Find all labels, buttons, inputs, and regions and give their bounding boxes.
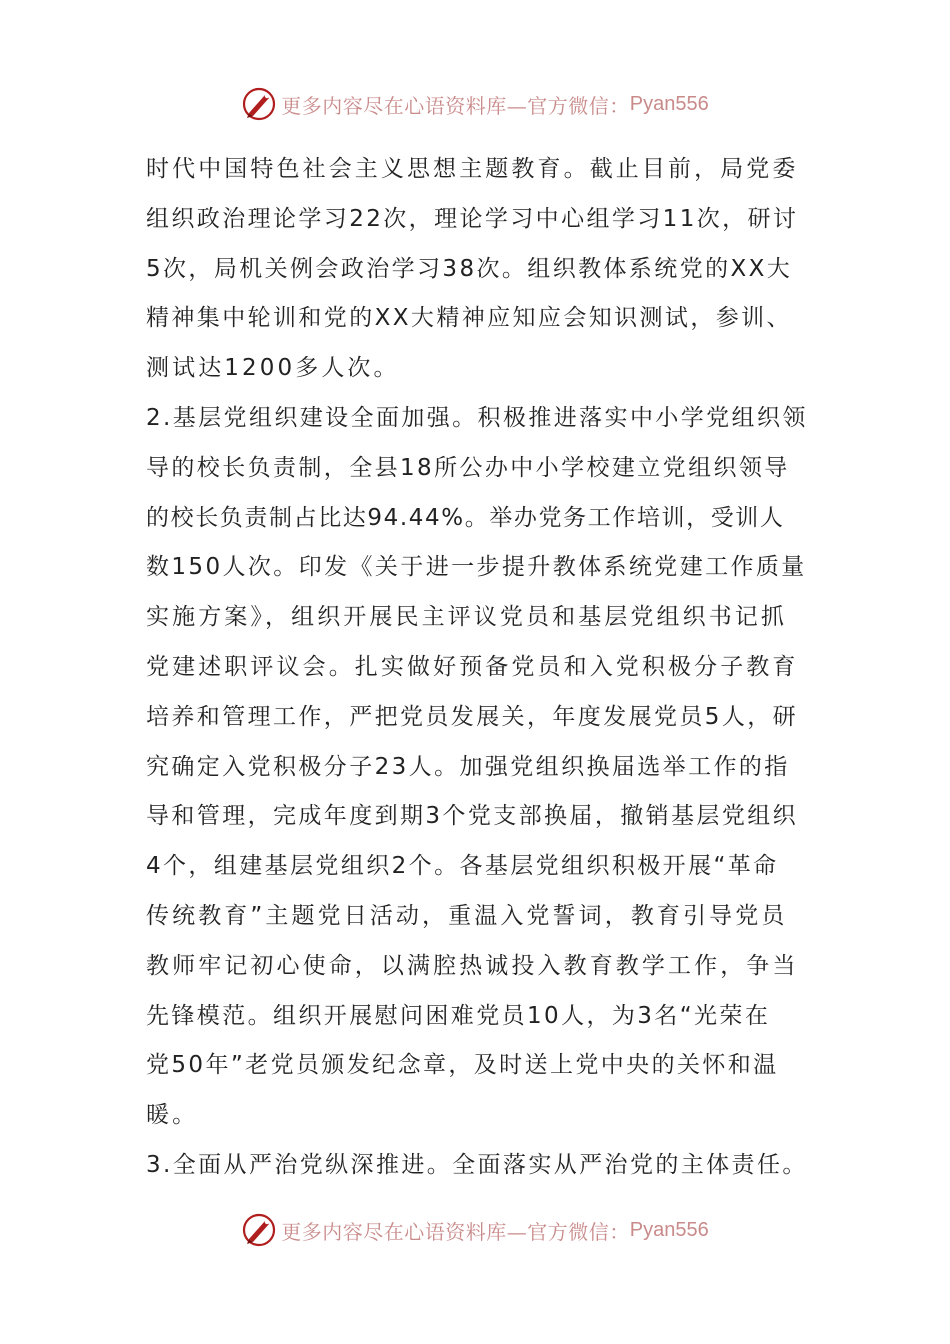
footer-watermark-banner: [0, 1210, 950, 1250]
pen-logo-icon: [241, 86, 277, 122]
body-line: 暖。: [146, 1102, 199, 1129]
body-line: 党建述职评议会。扎实做好预备党员和入党积极分子教育: [146, 653, 799, 680]
header-watermark-banner: [0, 84, 950, 124]
pen-logo-icon: [241, 1212, 277, 1248]
body-line: 传统教育”主题党日活动，重温入党誓词，教育引导党员: [146, 902, 788, 929]
body-line: 4个，组建基层党组织2个。各基层党组织积极开展“革命: [146, 853, 779, 880]
body-line: 先锋模范。组织开展慰问困难党员10人，为3名“光荣在: [146, 1002, 771, 1029]
body-line: 组织政治理论学习22次，理论学习中心组学习11次，研讨: [146, 205, 799, 232]
body-line: 3.全面从严治党纵深推进。全面落实从严治党的主体责任。: [146, 1151, 808, 1178]
body-line: 精神集中轮训和党的XX大精神应知应会知识测试，参训、: [146, 305, 792, 332]
body-line: 导和管理，完成年度到期3个党支部换届，撤销基层党组织: [146, 803, 799, 830]
body-line: 时代中国特色社会主义思想主题教育。截止目前，局党委: [146, 156, 799, 182]
body-line: 党50年”老党员颁发纪念章，及时送上党中央的关怀和温: [146, 1052, 779, 1079]
document-body: [146, 145, 806, 1191]
body-line: 培养和管理工作，严把党员发展关，年度发展党员5人，研: [146, 703, 799, 730]
header-banner-text: 更多内容尽在心语资料库—官方微信：: [281, 93, 630, 118]
body-line: 测试达1200多人次。: [146, 355, 400, 382]
footer-banner-text: 更多内容尽在心语资料库—官方微信：: [281, 1219, 630, 1244]
header-wechat-id: Pyan556: [629, 92, 709, 115]
body-line: 数150人次。印发《关于进一步提升教体系统党建工作质量: [146, 554, 807, 581]
body-line: 实施方案》，组织开展民主评议党员和基层党组织书记抓: [146, 604, 787, 631]
body-line: 导的校长负责制，全县18所公办中小学校建立党组织领导: [146, 454, 790, 481]
body-line: 教师牢记初心使命，以满腔热诚投入教育教学工作，争当: [146, 952, 799, 979]
body-line: 5次，局机关例会政治学习38次。组织教体系统党的XX大: [146, 255, 793, 282]
body-line: 究确定入党积极分子23人。加强党组织换届选举工作的指: [146, 753, 790, 780]
body-line: 的校长负责制占比达94.44%。举办党务工作培训，受训人: [146, 504, 785, 531]
footer-wechat-id: Pyan556: [629, 1218, 709, 1241]
body-line: 2.基层党组织建设全面加强。积极推进落实中小学党组织领: [146, 404, 808, 431]
